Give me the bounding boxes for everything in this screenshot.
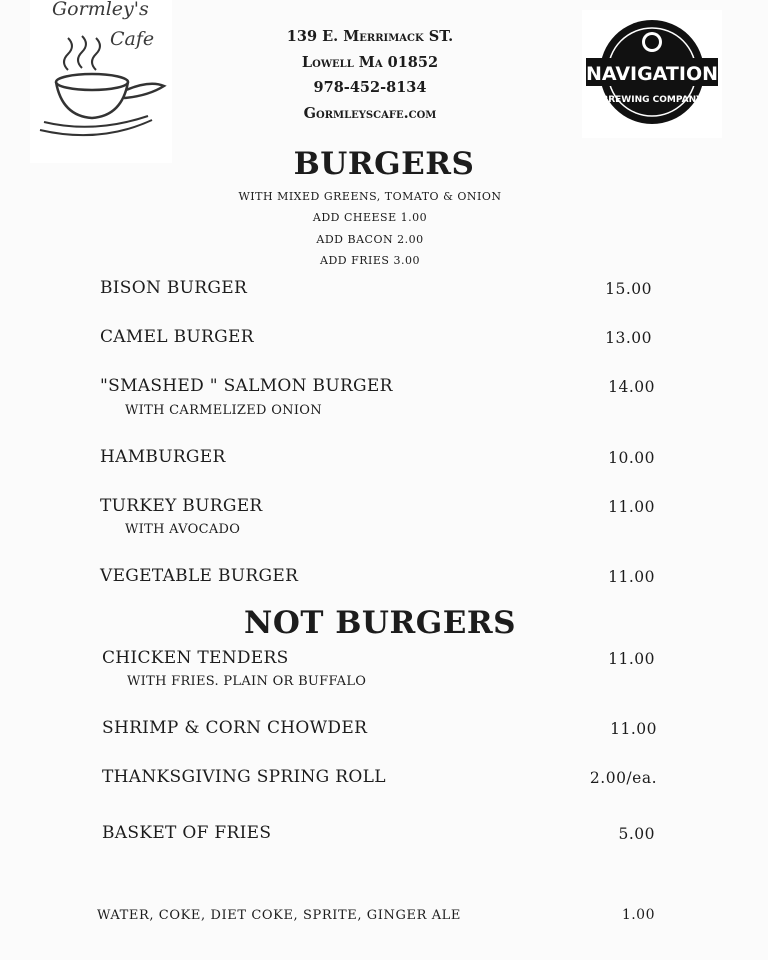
- menu-item-name: "SMASHED " SALMON BURGER: [100, 376, 393, 396]
- menu-item-name: HAMBURGER: [100, 447, 226, 467]
- menu-item-price: 11.00: [610, 720, 657, 738]
- menu-item-price: 11.00: [608, 568, 655, 586]
- logo-name-line2: Cafe: [110, 28, 155, 50]
- phone-number: 978-452-8134: [313, 79, 427, 96]
- website-link: Gormleyscafe.com: [303, 104, 437, 122]
- menu-item-price: 14.00: [608, 378, 655, 396]
- burgers-note-greens: WITH MIXED GREENS, TOMATO & ONION: [238, 190, 502, 203]
- burgers-note-bacon: ADD BACON 2.00: [316, 233, 424, 246]
- menu-item-description: WITH AVOCADO: [125, 522, 241, 537]
- menu-item-name: BASKET OF FRIES: [102, 823, 272, 843]
- menu-item-name: CHICKEN TENDERS: [102, 648, 289, 668]
- burgers-heading: BURGERS: [293, 146, 475, 182]
- brewery-badge-icon: [582, 10, 722, 138]
- coffee-cup-icon: [30, 30, 172, 150]
- logo-name-line1: Gormley's: [52, 0, 149, 20]
- city-state-zip: Lowell Ma 01852: [301, 53, 439, 71]
- burgers-note-cheese: ADD CHEESE 1.00: [312, 211, 428, 224]
- menu-item-name: TURKEY BURGER: [100, 496, 263, 516]
- not-burgers-heading: NOT BURGERS: [244, 605, 516, 641]
- menu-item-name: THANKSGIVING SPRING ROLL: [102, 767, 386, 787]
- menu-item-description: WITH CARMELIZED ONION: [125, 403, 322, 418]
- drinks-price: 1.00: [621, 907, 655, 923]
- cafe-address: [200, 24, 540, 126]
- logo-word: NAVIGATION: [586, 63, 718, 85]
- menu-item-name: CAMEL BURGER: [100, 327, 254, 347]
- menu-item-description: WITH FRIES. PLAIN OR BUFFALO: [127, 674, 367, 689]
- burgers-note-fries: ADD FRIES 3.00: [320, 254, 420, 267]
- menu-item-name: SHRIMP & CORN CHOWDER: [102, 718, 368, 738]
- menu-item-price: 5.00: [618, 825, 655, 843]
- menu-item-name: VEGETABLE BURGER: [100, 566, 299, 586]
- menu-item-price: 11.00: [608, 650, 655, 668]
- menu-item-name: BISON BURGER: [100, 278, 248, 298]
- menu-item-price: 10.00: [608, 449, 655, 467]
- menu-item-price: 13.00: [605, 329, 652, 347]
- cafe-logo: [30, 0, 172, 163]
- logo-subword: BREWING COMPANY: [601, 95, 703, 105]
- menu-item-price: 15.00: [605, 280, 652, 298]
- menu-item-price: 11.00: [608, 498, 655, 516]
- navigation-brewing-logo: [582, 10, 722, 138]
- street-address: 139 E. Merrimack ST.: [286, 28, 454, 45]
- menu-item-price: 2.00/ea.: [589, 769, 657, 787]
- drinks-list: WATER, COKE, DIET COKE, SPRITE, GINGER ALE: [97, 908, 461, 923]
